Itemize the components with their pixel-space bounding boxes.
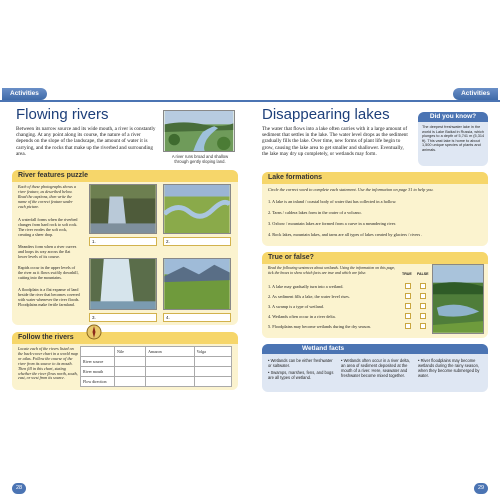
false-checkbox[interactable] (420, 323, 426, 329)
table-header-cell: Volga (194, 347, 231, 357)
waterfall-text: A waterfall forms when the riverbed changes from hard rock to soft rock. The river erodes the soft rock, creating a sheer drop. (18, 217, 78, 237)
wetland-fact: • River floodplains may become wetlands during the rainy season, when they become submerged by water. (418, 358, 480, 378)
true-false-intro: Read the following sentences about wetlands. Using the information on this page, tick the boxes to show which facts are true and which are false. (268, 266, 396, 275)
did-you-know-heading: Did you know? (418, 112, 488, 122)
did-you-know-text: The deepest freshwater lake in the world is Lake Baikal in Russia, which plunges to a depth of 5,741 m (5,314 ft). This vast lake is home to about 1,500 unique species of plants and animals. (422, 125, 485, 152)
table-header-cell (81, 347, 115, 357)
river-photo-caption: A river runs broad and shallow through gently sloping land. (171, 154, 229, 164)
formation-item[interactable]: 1. A lake is an inland / coastal body of water that has collected in a hollow. (268, 199, 397, 204)
row-label: River mouth (81, 367, 115, 377)
wetland-fact: • Wetlands often occur in a river delta, an area of sediment deposited at the mouth of a river. Here, seawater and freshwater become mixed together. (341, 358, 410, 378)
table-row (81, 367, 232, 377)
table-header-cell: Nile (115, 347, 146, 357)
table-cell[interactable] (146, 367, 195, 377)
table-cell[interactable] (115, 357, 146, 367)
wetland-photo (432, 264, 484, 334)
activities-tab-left[interactable]: Activities (2, 88, 47, 100)
compass-icon (86, 324, 102, 340)
floodplain-text: A floodplain is a flat expanse of land beside the river that becomes covered with water whenever the river floods. Floodplains make fertile farmland. (18, 287, 80, 307)
intro-text-right: The water that flows into a lake often carries with it a large amount of sediment that settles in the lake. The water level drops as the sediment gradually fills the lake. Over time, new forms of plant life begin to grow, causing the lake area to get smaller and shallower. Eventually, the lake may dry up completely, or wetlands may form. (262, 126, 408, 157)
table-cell[interactable] (115, 377, 146, 387)
wetland-facts-heading: Wetland facts (262, 344, 488, 354)
rapids-text: Rapids occur in the upper levels of the river as it flows swiftly downhill, cutting into the mountains. (18, 265, 79, 280)
true-false-item: 3. A swamp is a type of wetland. (268, 304, 324, 309)
true-checkbox[interactable] (405, 293, 411, 299)
table-cell[interactable] (194, 367, 231, 377)
follow-rivers-heading: Follow the rivers (12, 332, 238, 344)
true-false-item: 5. Floodplains may become wetlands during the dry season. (268, 324, 371, 329)
false-checkbox[interactable] (420, 303, 426, 309)
lake-formations-heading: Lake formations (262, 172, 488, 184)
answer-box-3[interactable]: 3. (89, 313, 157, 322)
answer-box-1[interactable]: 1. (89, 237, 157, 246)
follow-rivers-text: Locate each of the rivers listed on the back-cover chart in a world map or atlas. Follow the course of the river from its source to its mouth. Then fill in this chart, stating whether the river flows north, south, east, or west from its source. (18, 346, 78, 381)
formation-item[interactable]: 3. Oxbow / mountain lakes are formed from a curve in a meandering river. (268, 221, 397, 226)
formation-item[interactable]: 4. Rock lakes, mountain lakes, and tarns are all types of lakes created by glaciers / rivers . (268, 232, 423, 237)
false-checkbox[interactable] (420, 313, 426, 319)
header-rule-left (0, 100, 250, 102)
wetland-fact: • Swamps, marshes, fens, and bogs are all types of wetland. (268, 370, 334, 380)
true-checkbox[interactable] (405, 303, 411, 309)
rivers-table (80, 346, 232, 387)
table-cell[interactable] (146, 377, 195, 387)
true-checkbox[interactable] (405, 323, 411, 329)
right-page (250, 0, 500, 500)
page-title-right: Disappearing lakes (262, 106, 390, 123)
true-column-header: TRUE (402, 272, 412, 276)
table-row (81, 357, 232, 367)
table-cell[interactable] (194, 357, 231, 367)
features-intro: Each of these photographs shows a river feature, as described below. Read the captions, then write the name of the correct feature under each picture. (18, 184, 76, 209)
row-label: Flow direction (81, 377, 115, 387)
true-false-item: 4. Wetlands often occur in a river delta. (268, 314, 336, 319)
true-false-item: 2. As sediment fills a lake, the water level rises. (268, 294, 350, 299)
feature-photo-3 (89, 258, 157, 310)
header-rule-right (250, 100, 500, 102)
false-checkbox[interactable] (420, 283, 426, 289)
page-number-right: 29 (474, 483, 488, 494)
answer-box-4[interactable]: 4. (163, 313, 231, 322)
table-cell[interactable] (115, 367, 146, 377)
table-header-cell: Amazon (146, 347, 195, 357)
row-label: River source (81, 357, 115, 367)
activities-tab-right[interactable]: Activities (453, 88, 498, 100)
page-number-left: 28 (12, 483, 26, 494)
meanders-text: Meanders form when a river curves and loops its way across the flat lower levels of its course. (18, 244, 77, 259)
page-title-left: Flowing rivers (16, 106, 109, 123)
true-false-heading: True or false? (262, 252, 488, 264)
true-checkbox[interactable] (405, 283, 411, 289)
answer-box-2[interactable]: 2. (163, 237, 231, 246)
table-row (81, 377, 232, 387)
river-photo (163, 110, 235, 152)
true-false-item: 1. A lake may gradually turn into a wetland. (268, 284, 344, 289)
intro-text-left: Between its narrow source and its wide mouth, a river is constantly changing. At any point along its course, the nature of a river depends on the slope of the landscape, the amount of water it is carrying, and the rocks that make up the riverbed and surrounding area. (16, 126, 156, 157)
feature-photo-2 (163, 184, 231, 234)
river-features-heading: River features puzzle (12, 170, 238, 182)
feature-photo-1 (89, 184, 157, 234)
table-cell[interactable] (194, 377, 231, 387)
table-header-row (81, 347, 232, 357)
wetland-fact: • Wetlands can be either freshwater or saltwater. (268, 358, 333, 368)
feature-photo-4 (163, 258, 231, 310)
false-checkbox[interactable] (420, 293, 426, 299)
lake-formations-intro: Circle the correct word to complete each statement. Use the information on page 31 to help you. (268, 187, 434, 192)
false-column-header: FALSE (417, 272, 429, 276)
formation-item[interactable]: 2. Tarns / caldera lakes form in the crater of a volcano. (268, 210, 362, 215)
true-checkbox[interactable] (405, 313, 411, 319)
table-cell[interactable] (146, 357, 195, 367)
